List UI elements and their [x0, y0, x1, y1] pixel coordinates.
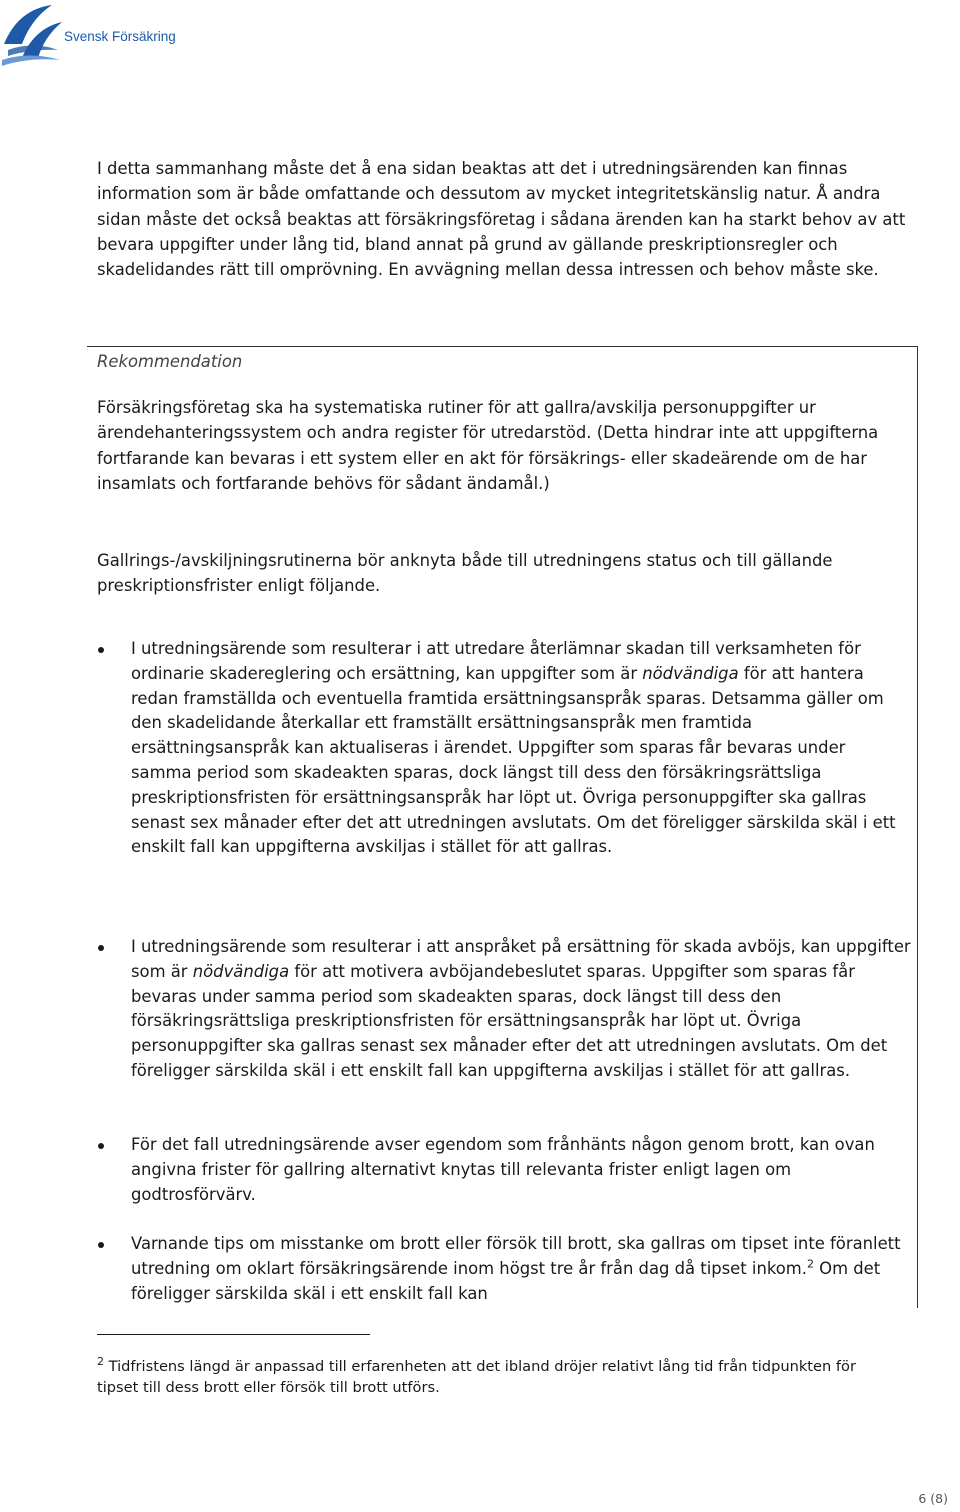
- page-number: 6 (8): [918, 1491, 948, 1506]
- list-item-text: I utredningsärende som resulterar i att utredare återlämnar skadan till verksamheten för ordinarie skadereglering och ersättning, kan uppgifter som är: [131, 639, 861, 683]
- list-item-text: Om det föreligger särskilda skäl i ett enskilt fall kan: [131, 1258, 881, 1303]
- footnote-divider: [97, 1334, 370, 1335]
- list-item: [131, 1232, 911, 1306]
- list-item-text: för att motivera avböjandebeslutet sparas. Uppgifter som sparas får bevaras under samma period som skadeakten sparas, dock längst till dess den försäkringsrättsliga preskriptionsfristen för ersättningsanspråk har löpt ut. Övriga personuppgifter ska gallras senast sex månader efter det att utredningen avslutats. Om det föreligger särskilda skäl i ett enskilt fall kan uppgifterna avskiljas i stället för att gallras.: [131, 961, 888, 1080]
- bullet-icon: [98, 647, 104, 653]
- footnote-number: 2: [97, 1355, 104, 1369]
- bullet-icon: [98, 1143, 104, 1149]
- recommendation-paragraph-2: Gallrings-/avskiljningsrutinerna bör anknyta både till utredningens status och till gällande preskriptionsfrister enligt följande.: [97, 551, 833, 596]
- recommendation-paragraph: Försäkringsföretag ska ha systematiska rutiner för att gallra/avskilja personuppgifter ur ärendehanteringssystem och andra register för utredarstöd. (Detta hindrar inte att uppgifterna fortfarande kan bevaras i ett system eller en akt för försäkrings- eller skadeärende om de har insamlats och fortfarande behövs för sådant ändamål.): [97, 398, 879, 493]
- logo-text: Svensk Försäkring: [64, 29, 176, 44]
- list-item-text: för att hantera redan framställda och eventuella framtida ersättningsanspråk sparas. Detsamma gäller om den skadelidande återkallar ett framställt ersättningsanspråk men framtida ersättningsanspråk kan aktualiseras i ärendet. Uppgifter som sparas får bevaras under samma period som skadeakten sparas, dock längst till dess den försäkringsrättsliga preskriptionsfristen för ersättningsanspråk har löpt ut. Övriga personuppgifter ska gallras senast sex månader efter det att utredningen avslutats. Om det föreligger särskilda skäl i ett enskilt fall kan uppgifterna avskiljas i stället för att gallras.: [131, 663, 896, 857]
- list-item-text: För det fall utredningsärende avser egendom som frånhänts någon genom brott, kan ovan angivna frister för gallring alternativt knytas till relevanta frister enligt lagen om godtrosförvärv.: [131, 1135, 875, 1204]
- list-item: [131, 637, 911, 860]
- list-item: [131, 935, 911, 1084]
- footnote: [97, 1356, 897, 1398]
- intro-paragraph: I detta sammanhang måste det å ena sidan beaktas att det i utredningsärenden kan finnas information som är både omfattande och dessutom av mycket integritetskänslig natur. Å andra sidan måste det också beaktas att försäkringsföretag i sådana ärenden kan ha starkt behov av att bevara uppgifter under lång tid, bland annat på grund av gällande preskriptionsregler och skadelidandes rätt till omprövning. En avvägning mellan dessa intressen och behov måste ske.: [97, 159, 906, 280]
- emphasis-text: nödvändiga: [642, 663, 739, 683]
- footnote-ref: 2: [806, 1257, 814, 1271]
- bullet-icon: [98, 945, 104, 951]
- list-item-text: Varnande tips om misstanke om brott eller försök till brott, ska gallras om tipset inte föranlett utredning om oklart försäkringsärende inom högst tre år från dag då tipset inkom.: [131, 1234, 901, 1278]
- bullet-icon: [98, 1242, 104, 1248]
- recommendation-heading: Rekommendation: [97, 352, 243, 371]
- page-break-mask: [88, 1307, 917, 1327]
- footnote-text: Tidfristens längd är anpassad till erfarenheten att det ibland dröjer relativt lång tid från tidpunkten för tipset till dess brott eller försök till brott utförs.: [97, 1358, 856, 1396]
- company-logo: [0, 0, 190, 75]
- list-item: [131, 1133, 911, 1207]
- list-item-text: I utredningsärende som resulterar i att anspråket på ersättning för skada avböjs, kan uppgifter som är: [131, 937, 911, 981]
- emphasis-text: nödvändiga: [192, 961, 290, 981]
